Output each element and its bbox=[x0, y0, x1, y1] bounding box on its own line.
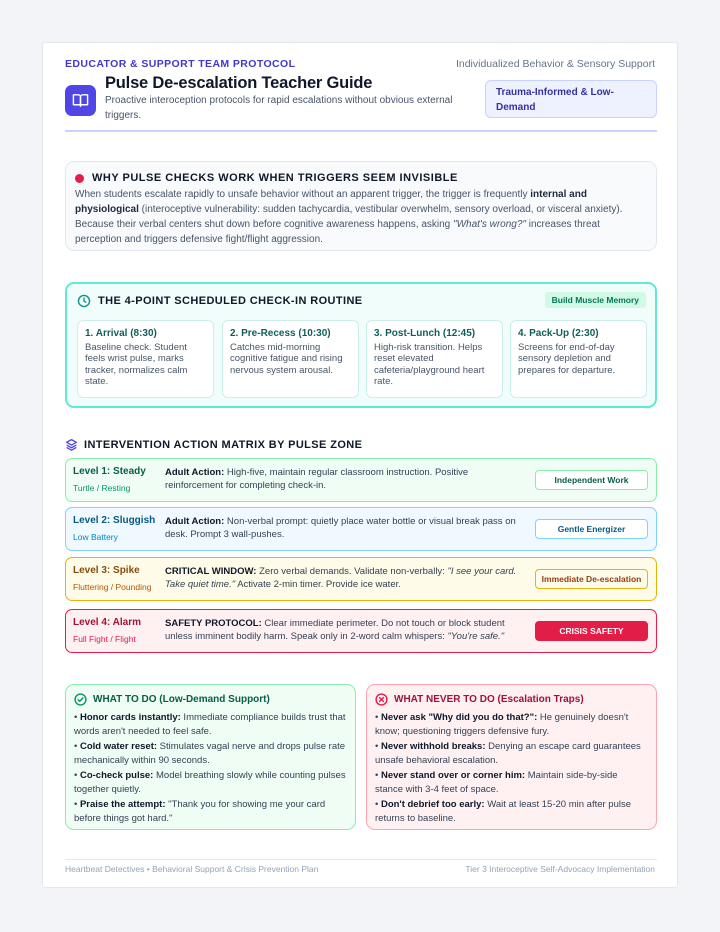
matrix-heading bbox=[65, 438, 362, 451]
approach-tag: Trauma-Informed & Low-Demand bbox=[485, 80, 657, 118]
do-item-text: Stimulates vagal nerve and drops pulse rate mechanically within 90 seconds. bbox=[74, 741, 346, 766]
zone-row-sluggish bbox=[65, 507, 657, 551]
routine-heading bbox=[77, 294, 363, 308]
zone-action-body: High-five, maintain regular classroom instruction. Positive reinforcement for completing check-in. bbox=[165, 467, 469, 491]
why-title: WHY PULSE CHECKS WORK WHEN TRIGGERS SEEM INVISIBLE bbox=[92, 172, 458, 184]
dont-item: • Don't debrief too early: Wait at least 15-20 min after pulse returns to baseline. bbox=[375, 799, 632, 824]
dont-item-text: Denying an escape card guarantees unsafe behavioral escalation. bbox=[375, 741, 641, 766]
checkin-card-postlunch bbox=[366, 320, 503, 398]
do-item-lead: Honor cards instantly: bbox=[79, 712, 181, 723]
why-section bbox=[65, 161, 657, 251]
dont-item-text: Wait at least 15-20 min after pulse returns to baseline. bbox=[375, 799, 632, 824]
book-logo bbox=[65, 85, 96, 116]
x-circle-icon bbox=[375, 693, 388, 706]
matrix-title: INTERVENTION ACTION MATRIX BY PULSE ZONE bbox=[84, 438, 363, 451]
checkin-card-title: 4. Pack-Up (2:30) bbox=[518, 328, 599, 339]
check-circle-icon bbox=[74, 693, 87, 706]
dont-heading bbox=[375, 693, 648, 706]
checkin-card-body: Baseline check. Student feels wrist pulse, marks tracker, normalizes calm state. bbox=[85, 342, 188, 387]
dont-title: WHAT NEVER TO DO (Escalation Traps) bbox=[394, 694, 584, 705]
checkin-card-body: High-risk transition. Helps reset elevated cafeteria/playground heart rate. bbox=[374, 342, 485, 387]
do-item-lead: Praise the attempt: bbox=[79, 799, 166, 810]
checkin-card-title: 1. Arrival (8:30) bbox=[85, 328, 157, 339]
zone-action-body: Clear immediate perimeter. Do not touch or block student unless imminent bodily harm. Speak only in 2-word calm whispers: bbox=[165, 618, 505, 642]
checkin-card-prerecess bbox=[222, 320, 359, 398]
routine-section bbox=[65, 282, 657, 408]
zone-sublabel: Fluttering / Pounding bbox=[73, 582, 152, 592]
do-item: • Praise the attempt: "Thank you for showing me your card before things got hard." bbox=[74, 799, 326, 824]
do-section bbox=[65, 684, 356, 830]
checkin-card-body: Catches mid-morning cognitive fatigue and rising nervous system arousal. bbox=[230, 342, 343, 376]
zone-level: Level 4: Alarm bbox=[73, 617, 141, 628]
do-item: • Honor cards instantly: Immediate compliance builds trust that words aren't needed to feel safe. bbox=[74, 712, 346, 737]
zone-sublabel: Turtle / Resting bbox=[73, 483, 131, 493]
book-icon bbox=[72, 92, 89, 109]
do-title: WHAT TO DO (Low-Demand Support) bbox=[93, 694, 270, 705]
routine-title: THE 4-POINT SCHEDULED CHECK-IN ROUTINE bbox=[98, 295, 363, 307]
why-text-c: (interoceptive vulnerability: sudden tachycardia, vestibular overwhelm, sensory overload, or visceral anxiety). Because their verbal centers shut down before cognitive awareness happens, asking bbox=[75, 204, 623, 230]
zone-action-lead: Adult Action: bbox=[165, 516, 225, 527]
checkin-card-title: 3. Post-Lunch (12:45) bbox=[374, 328, 476, 339]
zone-sublabel: Full Fight / Flight bbox=[73, 634, 136, 644]
why-text-quote: "What's wrong?" bbox=[453, 219, 526, 230]
dont-item-text: Maintain side-by-side stance with 3-4 feet of space. bbox=[375, 770, 618, 795]
page-subtitle: Proactive interoception protocols for rapid escalations without obvious external triggers. bbox=[105, 95, 453, 121]
why-text-a: When students escalate rapidly to unsafe behavior without an apparent trigger, the trigger is frequently bbox=[75, 189, 531, 200]
red-dot-icon bbox=[75, 174, 84, 183]
do-item-text: "Thank you for showing me your card before things got hard." bbox=[74, 799, 326, 824]
dont-item-lead: Never ask "Why did you do that?": bbox=[380, 712, 538, 723]
zone-level: Level 2: Sluggish bbox=[73, 515, 156, 526]
guide-page bbox=[42, 42, 678, 888]
do-item-text: Model breathing slowly while counting pulses together quietly. bbox=[74, 770, 346, 795]
zone-action-lead: SAFETY PROTOCOL: bbox=[165, 618, 262, 629]
do-item: • Cold water reset: Stimulates vagal nerve and drops pulse rate mechanically within 90 seconds. bbox=[74, 741, 346, 766]
checkin-card-body: Screens for end-of-day sensory depletion and prepares for departure. bbox=[518, 342, 616, 376]
dont-item-text: He genuinely doesn't know; questioning triggers defensive fury. bbox=[375, 712, 629, 737]
zone-sublabel: Low Battery bbox=[73, 532, 118, 542]
dont-item: • Never stand over or corner him: Maintain side-by-side stance with 3-4 feet of space. bbox=[375, 770, 618, 795]
dont-item-lead: Never withhold breaks: bbox=[380, 741, 486, 752]
footer-divider bbox=[65, 859, 657, 860]
zone-action-text bbox=[165, 566, 527, 591]
zone-action-badge: Gentle Energizer bbox=[535, 519, 648, 539]
zone-row-alarm bbox=[65, 609, 657, 653]
header-right-label: Individualized Behavior & Sensory Support bbox=[455, 58, 655, 70]
why-paragraph bbox=[75, 187, 649, 247]
zone-action-body: Zero verbal demands. Validate non-verbally: bbox=[256, 566, 448, 577]
zone-action-quote: "You're safe." bbox=[447, 630, 505, 642]
zone-action-quote: "I see your card. Take quiet time." bbox=[165, 566, 517, 590]
page-title: Pulse De-escalation Teacher Guide bbox=[105, 74, 373, 92]
do-heading bbox=[74, 693, 347, 706]
zone-action-tail: Activate 2-min timer. Provide ice water. bbox=[235, 578, 401, 590]
zone-action-badge: Independent Work bbox=[535, 470, 648, 490]
zone-row-spike bbox=[65, 557, 657, 601]
zone-action-badge: Immediate De-escalation bbox=[535, 569, 648, 589]
do-item-lead: Co-check pulse: bbox=[79, 770, 154, 781]
kicker: EDUCATOR & SUPPORT TEAM PROTOCOL bbox=[65, 58, 296, 70]
dont-item: • Never withhold breaks: Denying an escape card guarantees unsafe behavioral escalation. bbox=[375, 741, 641, 766]
dont-section bbox=[366, 684, 657, 830]
checkin-card-title: 2. Pre-Recess (10:30) bbox=[230, 328, 331, 339]
do-item-text: Immediate compliance builds trust that words aren't needed to feel safe. bbox=[74, 712, 346, 737]
checkin-card-arrival bbox=[77, 320, 214, 398]
dont-item-lead: Never stand over or corner him: bbox=[380, 770, 526, 781]
header-divider bbox=[65, 130, 657, 132]
zone-action-body: Non-verbal prompt: quietly place water bottle or visual break pass on desk. Prompt 3 wall-pushes. bbox=[165, 516, 516, 540]
zone-action-text bbox=[165, 516, 527, 541]
zone-action-lead: CRITICAL WINDOW: bbox=[165, 566, 257, 577]
layers-icon bbox=[65, 438, 78, 451]
zone-action-lead: Adult Action: bbox=[165, 467, 225, 478]
checkin-card-packup bbox=[510, 320, 647, 398]
zone-level: Level 3: Spike bbox=[73, 565, 140, 576]
dont-item-lead: Don't debrief too early: bbox=[380, 799, 485, 810]
clock-icon bbox=[77, 294, 91, 308]
zone-action-badge: CRISIS SAFETY bbox=[535, 621, 648, 641]
zone-row-steady bbox=[65, 458, 657, 502]
footer-left: Heartbeat Detectives • Behavioral Support & Crisis Prevention Plan bbox=[65, 864, 319, 874]
dont-item: • Never ask "Why did you do that?": He genuinely doesn't know; questioning triggers defensive fury. bbox=[375, 712, 629, 737]
do-item: • Co-check pulse: Model breathing slowly while counting pulses together quietly. bbox=[74, 770, 346, 795]
do-item-lead: Cold water reset: bbox=[79, 741, 158, 752]
zone-action-text bbox=[165, 618, 527, 643]
why-text-emphasis: internal and physiological bbox=[75, 189, 587, 215]
why-heading bbox=[75, 172, 458, 184]
zone-action-text bbox=[165, 467, 527, 492]
routine-badge: Build Muscle Memory bbox=[545, 292, 646, 308]
why-text-e: increases threat perception and triggers defensive fight/flight aggression. bbox=[75, 219, 600, 245]
zone-level: Level 1: Steady bbox=[73, 466, 146, 477]
footer-right: Tier 3 Interoceptive Self-Advocacy Implementation bbox=[465, 864, 655, 874]
